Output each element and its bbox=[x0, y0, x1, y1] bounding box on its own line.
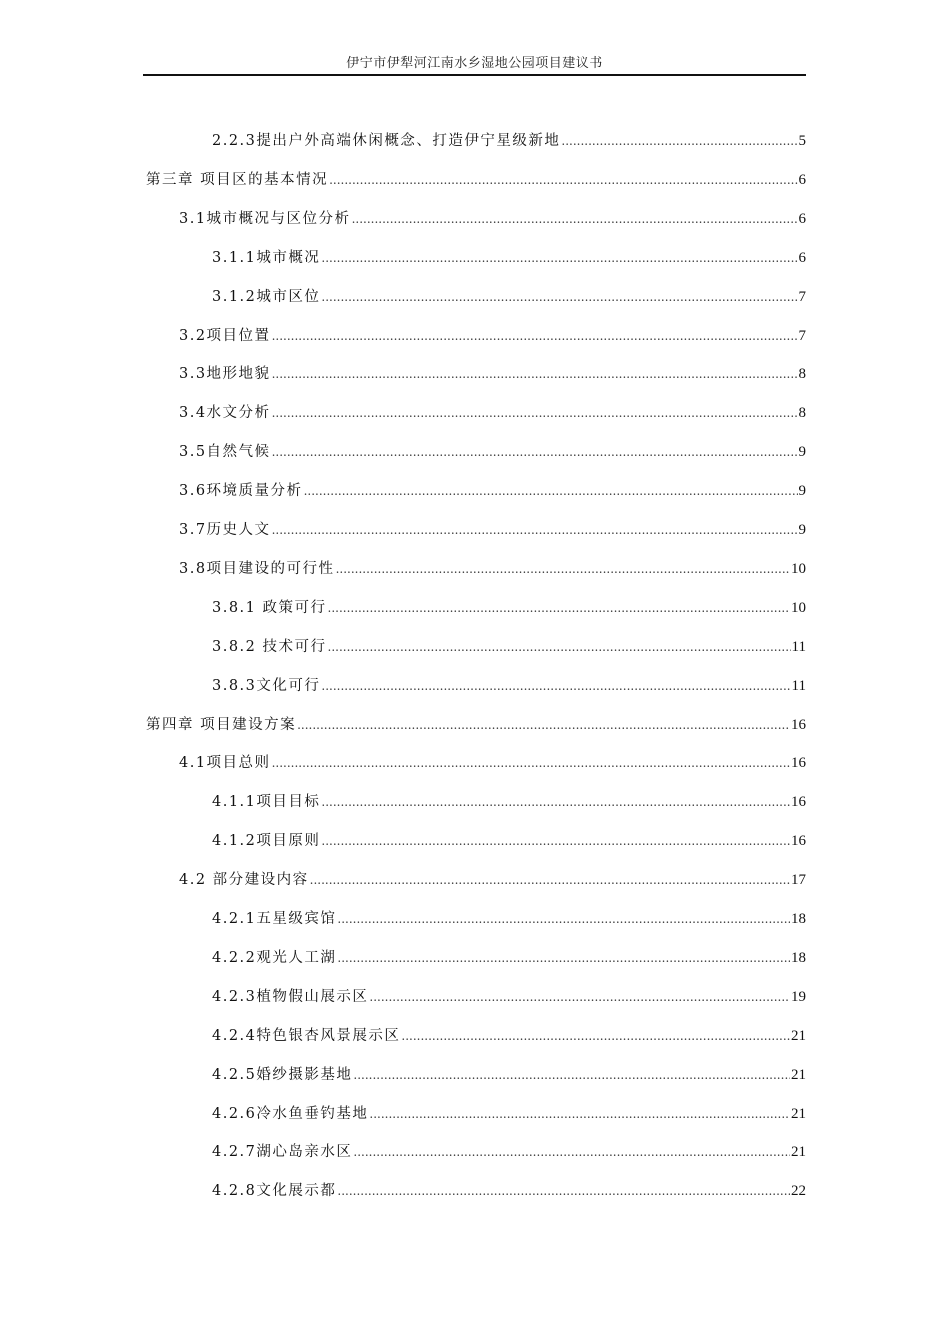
toc-entry[interactable] bbox=[179, 442, 806, 462]
toc-entry-label: 3.1城市概况与区位分析 bbox=[179, 211, 351, 227]
toc-entry[interactable] bbox=[179, 364, 806, 384]
toc-entry-label: 4.2.4特色银杏风景展示区 bbox=[212, 1028, 401, 1044]
toc-dot-leader bbox=[310, 870, 790, 890]
toc-entry-label: 4.1.1项目目标 bbox=[212, 794, 321, 810]
toc-page-number: 9 bbox=[798, 522, 806, 538]
toc-page-number: 6 bbox=[798, 211, 806, 227]
toc-dot-leader bbox=[353, 1142, 790, 1162]
running-header: 伊宁市伊犁河江南水乡湿地公园项目建议书 bbox=[346, 56, 603, 71]
toc-page-number: 10 bbox=[791, 600, 806, 616]
toc-page-number: 16 bbox=[791, 717, 806, 733]
toc-dot-leader bbox=[297, 715, 790, 735]
toc-page-number: 16 bbox=[791, 794, 806, 810]
toc-page-number: 8 bbox=[798, 405, 806, 421]
toc-entry-label: 3.8.2 技术可行 bbox=[212, 639, 327, 655]
toc-dot-leader bbox=[272, 403, 798, 423]
toc-entry[interactable] bbox=[179, 520, 806, 540]
toc-entry-label: 3.8.1 政策可行 bbox=[212, 600, 327, 616]
toc-dot-leader bbox=[369, 1104, 790, 1124]
toc-page-number: 21 bbox=[791, 1028, 806, 1044]
toc-entry-label: 第三章 项目区的基本情况 bbox=[146, 172, 329, 188]
toc-entry[interactable] bbox=[212, 598, 806, 618]
toc-dot-leader bbox=[337, 909, 790, 929]
toc-dot-leader bbox=[272, 520, 798, 540]
toc-entry-label: 4.2.7湖心岛亲水区 bbox=[212, 1144, 353, 1160]
toc-entry[interactable] bbox=[212, 676, 806, 696]
toc-entry[interactable] bbox=[212, 1026, 806, 1046]
toc-dot-leader bbox=[321, 676, 790, 696]
toc-entry[interactable] bbox=[212, 1065, 806, 1085]
toc-page-number: 5 bbox=[798, 133, 806, 149]
toc-entry-label: 3.7历史人文 bbox=[179, 522, 271, 538]
toc-page-number: 6 bbox=[798, 250, 806, 266]
toc-page-number: 11 bbox=[791, 678, 806, 694]
toc-dot-leader bbox=[352, 209, 798, 229]
toc-entry-label: 4.2.8文化展示都 bbox=[212, 1183, 337, 1199]
toc-dot-leader bbox=[272, 326, 798, 346]
toc-page-number: 7 bbox=[798, 289, 806, 305]
toc-dot-leader bbox=[321, 831, 790, 851]
toc-page-number: 22 bbox=[791, 1183, 806, 1199]
toc-page-number: 8 bbox=[798, 366, 806, 382]
toc-dot-leader bbox=[329, 170, 797, 190]
toc-dot-leader bbox=[328, 598, 790, 618]
toc-entry-label: 3.8.3文化可行 bbox=[212, 678, 321, 694]
toc-page-number: 9 bbox=[798, 483, 806, 499]
toc-entry-label: 第四章 项目建设方案 bbox=[146, 717, 297, 733]
toc-dot-leader bbox=[337, 948, 790, 968]
toc-entry[interactable] bbox=[179, 559, 806, 579]
toc-entry-label: 3.4水文分析 bbox=[179, 405, 271, 421]
toc-page-number: 21 bbox=[791, 1144, 806, 1160]
toc-entry[interactable] bbox=[212, 831, 806, 851]
toc-page-number: 21 bbox=[791, 1067, 806, 1083]
toc-dot-leader bbox=[272, 364, 798, 384]
toc-dot-leader bbox=[272, 753, 790, 773]
toc-entry[interactable] bbox=[212, 909, 806, 929]
toc-dot-leader bbox=[272, 442, 798, 462]
toc-entry[interactable] bbox=[212, 287, 806, 307]
toc-entry[interactable] bbox=[212, 987, 806, 1007]
toc-page-number: 16 bbox=[791, 833, 806, 849]
toc-entry[interactable] bbox=[212, 1104, 806, 1124]
toc-entry-label: 3.1.2城市区位 bbox=[212, 289, 321, 305]
toc-entry-label: 4.1.2项目原则 bbox=[212, 833, 321, 849]
toc-dot-leader bbox=[401, 1026, 790, 1046]
toc-entry-label: 3.6环境质量分析 bbox=[179, 483, 303, 499]
toc-entry[interactable] bbox=[179, 481, 806, 501]
toc-dot-leader bbox=[304, 481, 798, 501]
toc-entry-label: 4.2.5婚纱摄影基地 bbox=[212, 1067, 353, 1083]
toc-dot-leader bbox=[337, 1181, 790, 1201]
toc-entry-label: 4.2.2观光人工湖 bbox=[212, 950, 337, 966]
toc-dot-leader bbox=[369, 987, 790, 1007]
toc-page-number: 18 bbox=[791, 950, 806, 966]
toc-page-number: 6 bbox=[798, 172, 806, 188]
toc-entry[interactable] bbox=[179, 403, 806, 423]
toc-dot-leader bbox=[321, 287, 797, 307]
toc-page-number: 10 bbox=[791, 561, 806, 577]
toc-dot-leader bbox=[353, 1065, 790, 1085]
toc-entry[interactable] bbox=[146, 715, 806, 735]
toc-entry[interactable] bbox=[212, 248, 806, 268]
toc-dot-leader bbox=[561, 131, 797, 151]
toc-entry-label: 4.2.3植物假山展示区 bbox=[212, 989, 369, 1005]
toc-entry[interactable] bbox=[212, 1142, 806, 1162]
toc-entry[interactable] bbox=[212, 637, 806, 657]
toc-entry[interactable] bbox=[212, 792, 806, 812]
toc-entry-label: 4.2 部分建设内容 bbox=[179, 872, 309, 888]
toc-entry-label: 3.3地形地貌 bbox=[179, 366, 271, 382]
toc-entry-label: 2.2.3提出户外高端休闲概念、打造伊宁星级新地 bbox=[212, 133, 561, 149]
toc-entry-label: 3.8项目建设的可行性 bbox=[179, 561, 335, 577]
toc-entry[interactable] bbox=[179, 753, 806, 773]
toc-dot-leader bbox=[321, 792, 790, 812]
toc-entry[interactable] bbox=[212, 948, 806, 968]
toc-page-number: 21 bbox=[791, 1106, 806, 1122]
toc-entry[interactable] bbox=[179, 209, 806, 229]
toc-page-number: 19 bbox=[791, 989, 806, 1005]
toc-entry-label: 4.2.6冷水鱼垂钓基地 bbox=[212, 1106, 369, 1122]
toc-dot-leader bbox=[321, 248, 797, 268]
toc-entry-label: 4.2.1五星级宾馆 bbox=[212, 911, 337, 927]
toc-page-number: 18 bbox=[791, 911, 806, 927]
toc-page-number: 7 bbox=[798, 328, 806, 344]
toc-entry-label: 3.2项目位置 bbox=[179, 328, 271, 344]
toc-entry[interactable] bbox=[179, 326, 806, 346]
toc-dot-leader bbox=[328, 637, 791, 657]
toc-entry-label: 3.1.1城市概况 bbox=[212, 250, 321, 266]
toc-page-number: 17 bbox=[791, 872, 806, 888]
toc-entry[interactable] bbox=[212, 131, 806, 151]
toc-page-number: 16 bbox=[791, 755, 806, 771]
toc-page-number: 11 bbox=[791, 639, 806, 655]
toc-entry[interactable] bbox=[146, 170, 806, 190]
toc-page-number: 9 bbox=[798, 444, 806, 460]
toc-entry-label: 3.5自然气候 bbox=[179, 444, 271, 460]
toc-dot-leader bbox=[336, 559, 790, 579]
toc-entry[interactable] bbox=[179, 870, 806, 890]
toc-entry[interactable] bbox=[212, 1181, 806, 1201]
toc-entry-label: 4.1项目总则 bbox=[179, 755, 271, 771]
